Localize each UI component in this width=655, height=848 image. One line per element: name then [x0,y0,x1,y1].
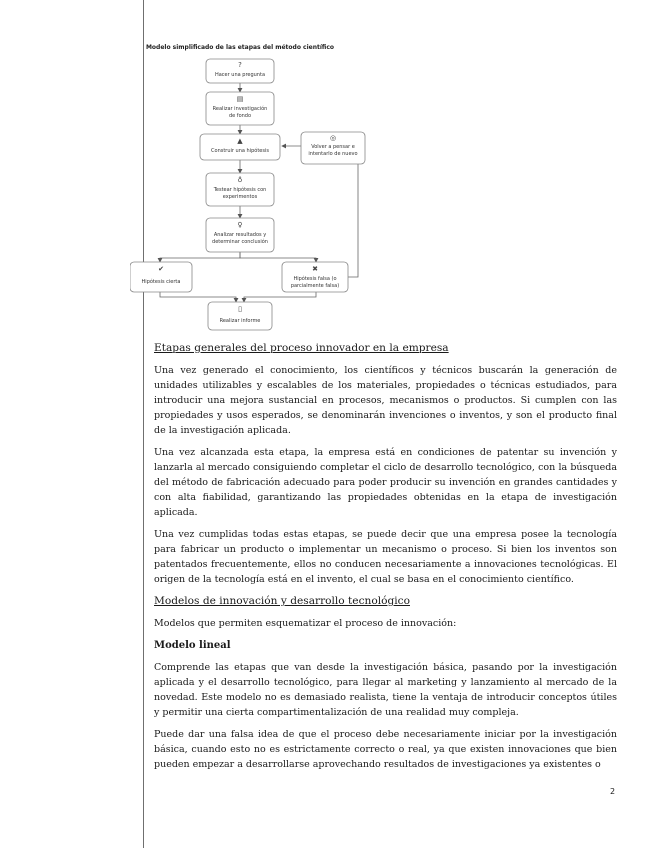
node-analyze-label-2: determinar conclusión [212,239,268,245]
paragraph: Puede dar una falsa idea de que el proceso debe necesariamente iniciar por la investigación básica, cuando esto no es estrictamente correcto o real, ya que existen innovaciones que bien pueden empezar a desarrollarse aprovechando resultados de investigaciones ya existentes o [154,729,617,770]
node-research-label-1: Realizar investigación [212,106,268,112]
node-report-label: Realizar informe [219,318,261,324]
lightbulb-icon: ♀ [237,221,243,229]
book-icon: ▤ [236,95,244,103]
page-number: 2 [610,787,616,796]
diagram-svg [130,40,490,335]
node-ask-label: Hacer una pregunta [214,72,266,78]
node-hypothesis-label: Construir una hipótesis [211,148,269,154]
scientific-method-diagram [130,40,490,335]
paragraph: Modelos que permiten esquematizar el proceso de innovación: [154,618,457,629]
cross-icon: ✖ [312,265,318,273]
diagram-title: Modelo simplificado de las etapas del método científico [145,44,335,51]
node-false-label-1: Hipótesis falsa (o [293,276,337,282]
speech-icon: ◎ [329,134,337,142]
section-heading-innovation-stages: Etapas generales del proceso innovador en la empresa [154,342,449,354]
question-icon: ? [238,61,242,69]
document-icon: ▯ [238,305,242,313]
paragraph: Comprende las etapas que van desde la investigación básica, pasando por la investigación aplicada y el desarrollo tecnológico, para llegar al marketing y lanzamiento al mercado de la novedad. Este modelo no es demasiado realista, tiene la ventaja de introducir conceptos útiles y permitir una cierta compartimentalización de una realidad muy compleja. [154,662,617,718]
check-icon: ✔ [158,265,164,273]
paragraph: Una vez cumplidas todas estas etapas, se puede decir que una empresa posee la tecnología para fabricar un producto o implementar un mecanismo o proceso. Si bien los inventos son patentados frecuentemente, ellos no conducen necesariamente a innovaciones tecnológicas. El origen de la tecnología está en el invento, el cual se basa en el conocimiento científico. [154,529,617,585]
node-test-label-2: experimentos [222,194,258,200]
section-heading-innovation-models: Modelos de innovación y desarrollo tecnológico [154,595,410,607]
paragraph: Una vez alcanzada esta etapa, la empresa está en condiciones de patentar su invención y lanzarla al mercado consiguiendo completar el ciclo de desarrollo tecnológico, con la búsqueda del método de fabricación adecuado para poder producir su invención en grandes cantidades y con alta fiabilidad, garantizando las propiedades obtenidas en la etapa de investigación aplicada. [154,447,617,518]
node-research-label-2: de fondo [228,113,252,119]
document-body [154,341,617,779]
node-test-label-1: Testear hipótesis con [213,187,267,193]
node-false-label-2: parcialmente falsa) [290,283,340,289]
tools-icon: ▲ [237,137,243,145]
paragraph: Una vez generado el conocimiento, los científicos y técnicos buscarán la generación de unidades utilizables y escalables de los materiales, propiedades o técnicas estudiados, para introducir una mejora sustancial en procesos, mecanismos o productos. Si cumplen con las propiedades y usos esperados, se denominarán invenciones o inventos, y son el producto final de la investigación aplicada. [154,365,617,436]
flask-icon: ♁ [237,176,243,184]
subheading-linear-model: Modelo lineal [154,640,231,651]
node-analyze-label-1: Analizar resultados y [213,232,267,238]
node-true-label: Hipótesis cierta [141,279,181,285]
node-rethink-label-1: Volver a pensar e [311,144,355,150]
node-rethink-label-2: intentarlo de nuevo [308,151,358,157]
